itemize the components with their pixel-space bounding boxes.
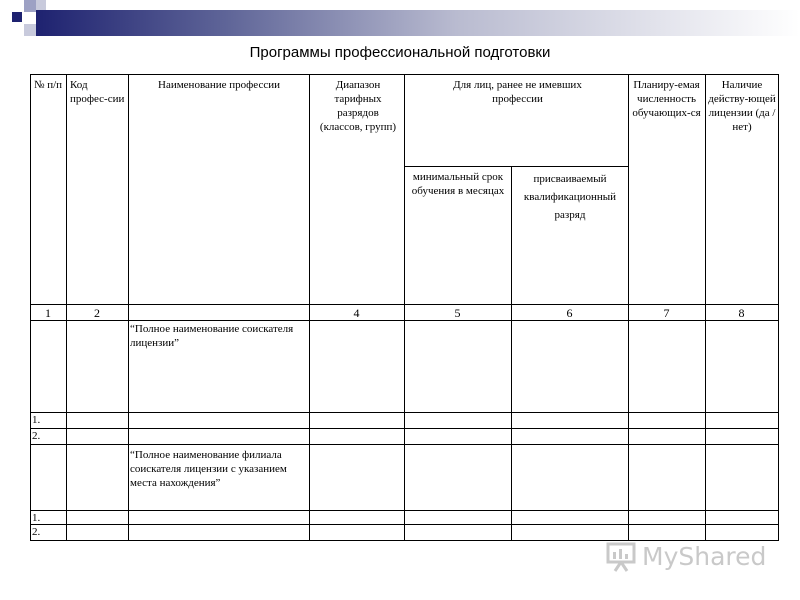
column-number: 4: [353, 306, 360, 320]
header-planned: Планиру-емая численность обучающих-ся: [632, 79, 701, 119]
header-new-persons: Для лиц, ранее не имевших профессии: [453, 79, 582, 105]
column-number: 7: [663, 306, 670, 320]
watermark: [606, 536, 776, 576]
header-qualification: присваиваемый квалификационный разряд: [523, 173, 617, 221]
watermark-text: MyShared: [642, 541, 767, 571]
header-range: Диапазон тарифных разрядов (классов, групп): [319, 79, 397, 133]
row-index: 1.: [32, 512, 41, 524]
branch-name-placeholder: “Полное наименование филиала соискателя лицензии с указанием места нахождения”: [130, 449, 287, 489]
row-index: 1.: [32, 414, 41, 426]
row-index: 2.: [32, 526, 41, 538]
row-index: 2.: [32, 430, 41, 442]
applicant-name-placeholder: “Полное наименование соискателя лицензии”: [130, 323, 294, 349]
decor-square-light: [24, 0, 36, 12]
decor-square-light: [36, 0, 46, 10]
header-code: Код профес-сии: [70, 79, 125, 105]
column-number: 6: [566, 306, 573, 320]
presentation-board-icon: [606, 540, 636, 572]
column-number: 1: [45, 306, 51, 320]
page-title: Программы профессиональной подготовки: [249, 44, 551, 61]
column-number: 2: [94, 306, 100, 320]
column-number: 5: [454, 306, 461, 320]
header-gradient-bar: [36, 10, 800, 36]
decor-square-dark: [12, 12, 22, 22]
header-num: № п/п: [33, 79, 63, 91]
header-name: Наименование профессии: [158, 79, 280, 91]
header-license: Наличие действу-ющей лицензии (да / нет): [708, 79, 776, 133]
decor-square-light: [24, 24, 36, 36]
column-number: 8: [738, 306, 745, 320]
header-min-term: минимальный срок обучения в месяцах: [411, 171, 505, 197]
